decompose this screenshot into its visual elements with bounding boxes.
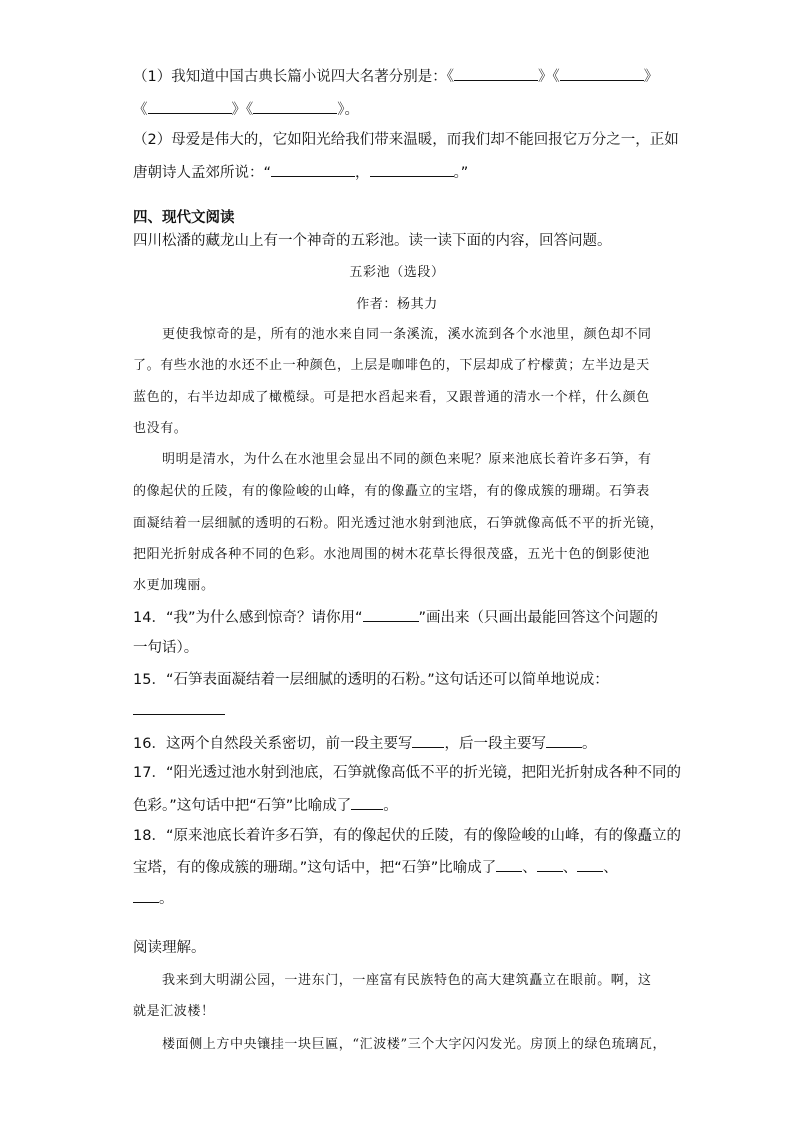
passage-line: 把阳光折射成各种不同的色彩。水池周围的树木花草长得很茂盛，五光十色的倒影使池 [133,547,650,562]
q15-answer-line [133,700,225,721]
passage-line: 明明是清水，为什么在水池里会显出不同的颜色来呢？原来池底长着许多石笋，有 [162,452,652,467]
q18-line3 [133,888,174,909]
q16-end: 。 [581,736,597,752]
answer-blank[interactable] [133,888,159,903]
book-close: 》 [643,69,659,85]
answer-blank[interactable] [454,66,538,81]
comma: 、 [522,860,537,876]
answer-blank[interactable] [133,700,225,715]
book-separator: 》《 [537,69,560,85]
comma: 、 [562,860,578,876]
q14-line2: 一句话）。 [133,640,199,656]
book-separator: 》《 [231,102,254,118]
section-heading: 四、现代文阅读 [133,210,235,226]
answer-blank[interactable] [496,857,522,872]
q16-mid: ，后一段主要写 [444,736,546,752]
q17-line2 [133,795,398,816]
q1-prefix: （1）我知道中国古典长篇小说四大名著分别是：《 [133,69,454,85]
answer-blank[interactable] [148,99,232,114]
passage-author: 作者：杨其力 [356,297,438,312]
answer-blank[interactable] [577,857,603,872]
q14-suffix: ”画出来（只画出最能回答这个问题的 [418,610,659,626]
q18-line1: 18．“原来池底长着许多石笋，有的像起伏的丘陵，有的像险峻的山峰，有的像矗立的 [133,828,681,844]
comma: ， [355,165,370,181]
comma: 、 [603,860,618,876]
q17-line1: 17．“阳光透过池水射到池底，石笋就像高低不平的折光镜，把阳光折射成各种不同的 [133,765,681,781]
reading-line: 就是汇波楼！ [133,1004,215,1019]
passage-line: 的像起伏的丘陵，有的像险峻的山峰，有的像矗立的宝塔，有的像成簇的珊瑚。石笋表 [133,484,650,499]
passage-line: 更使我惊奇的是，所有的池水来自同一条溪流，溪水流到各个水池里，颜色却不同 [162,327,652,342]
answer-blank[interactable] [253,99,337,114]
underline-mark [363,607,419,622]
q2-line2 [133,162,468,183]
reading-heading: 阅读理解。 [133,940,206,956]
q15-line1: 15．“石笋表面凝结着一层细腻的透明的石粉。”这句话还可以简单地说成： [133,672,609,688]
q18-prefix: 宝塔，有的像成簇的珊瑚。”这句话中，把“石笋”比喻成了 [133,860,497,876]
passage-line: 也没有。 [133,421,188,436]
q17-prefix: 色彩。”这句话中把“石笋”比喻成了 [133,798,352,814]
reading-line: 楼面侧上方中央镶挂一块巨匾，“汇波楼”三个大字闪闪发光。房顶上的绿色琉璃瓦， [162,1037,667,1052]
reading-line: 我来到大明湖公园，一进东门，一座富有民族特色的高大建筑矗立在眼前。啊，这 [162,973,652,988]
answer-blank[interactable] [271,162,355,177]
passage-title: 五彩池（选段） [349,265,445,280]
q2-end: 。” [453,165,469,181]
answer-blank[interactable] [351,795,383,810]
book-close: 》。 [337,102,359,118]
q1-line1 [133,66,658,87]
book-open: 《 [133,102,148,118]
q1-line2 [133,99,359,120]
period: 。 [159,891,174,907]
q2-line1: （2）母爱是伟大的，它如阳光给我们带来温暖，而我们却不能回报它万分之一，正如 [133,132,679,148]
passage-line: 水更加瑰丽。 [133,578,215,593]
q14-prefix: 14．“我”为什么感到惊奇？请你用“ [133,610,363,626]
answer-blank[interactable] [412,733,444,748]
answer-blank[interactable] [537,857,563,872]
q17-end: 。 [383,798,398,814]
q18-line2 [133,857,618,878]
section-intro: 四川松潘的藏龙山上有一个神奇的五彩池。读一读下面的内容，回答问题。 [133,233,612,249]
passage-line: 面凝结着一层细腻的透明的石粉。阳光透过池水射到池底，石笋就像高低不平的折光镜， [133,516,664,531]
answer-blank[interactable] [560,66,644,81]
answer-blank[interactable] [546,733,582,748]
q2-prefix: 唐朝诗人孟郊所说：“ [133,165,272,181]
q16-prefix: 16．这两个自然段关系密切，前一段主要写 [133,736,413,752]
passage-line: 了。有些水池的水还不止一种颜色，上层是咖啡色的，下层却成了柠檬黄；左半边是天 [133,358,650,373]
q16-line [133,733,596,754]
q14-line1 [133,607,658,628]
answer-blank[interactable] [370,162,454,177]
passage-line: 蓝色的，右半边却成了橄榄绿。可是把水舀起来看，又跟普通的清水一个样，什么颜色 [133,390,650,405]
